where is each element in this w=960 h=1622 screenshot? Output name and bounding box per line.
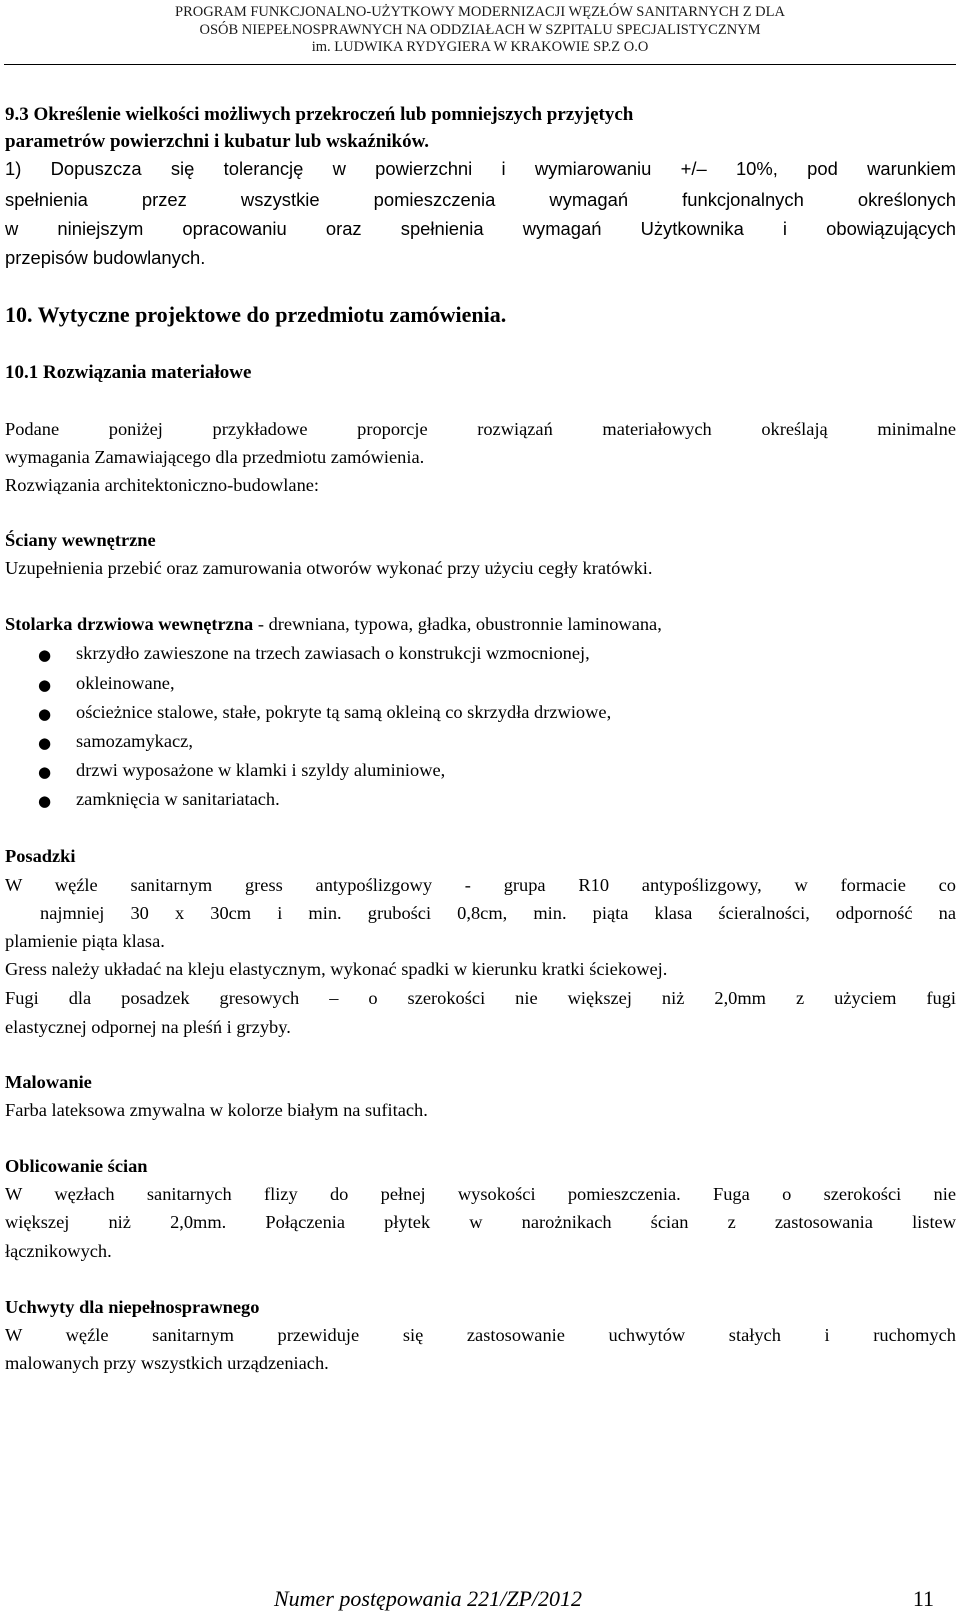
uchwyty-line-1: W węźle sanitarnym przewiduje się zastosowanie uchwytów stałych i ruchomych	[5, 1325, 956, 1345]
uchwyty-heading: Uchwyty dla niepełnosprawnego	[5, 1297, 260, 1317]
stolarka-item-2: okleinowane,	[76, 673, 175, 693]
sciany-text: Uzupełnienia przebić oraz zamurowania otworów wykonać przy użyciu cegły kratówki.	[5, 558, 653, 578]
bullet-icon: ●	[38, 734, 52, 752]
header-rule	[4, 64, 956, 65]
page-header	[0, 4, 960, 57]
bullet-icon: ●	[38, 792, 52, 810]
bullet-icon: ●	[38, 705, 52, 723]
section-9-3-para-line-2: spełnienia przez wszystkie pomieszczenia wymagań funkcjonalnych określonych	[5, 189, 956, 210]
section-10-title: 10. Wytyczne projektowe do przedmiotu zamówienia.	[5, 302, 507, 327]
section-9-3-title-line-1: 9.3 Określenie wielkości możliwych przekroczeń lub pomniejszych przyjętych	[5, 104, 634, 125]
oblicowanie-line-3: łącznikowych.	[5, 1241, 112, 1261]
stolarka-item-1: skrzydło zawieszone na trzech zawiasach o konstrukcji wzmocnionej,	[76, 643, 590, 663]
header-line-3: im. LUDWIKA RYDYGIERA W KRAKOWIE SP.Z O.O	[311, 39, 649, 55]
stolarka-item-5: drzwi wyposażone w klamki i szyldy aluminiowe,	[76, 760, 446, 780]
posadzki-line-3: plamienie piąta klasa.	[5, 931, 165, 951]
stolarka-line	[5, 614, 956, 635]
malowanie-heading: Malowanie	[5, 1072, 92, 1092]
oblicowanie-line-2: większej niż 2,0mm. Połączenia płytek w narożnikach ścian z zastosowania listew	[5, 1212, 956, 1232]
stolarka-item-3: ościeżnice stalowe, stałe, pokryte tą samą okleiną co skrzydła drzwiowe,	[76, 702, 612, 722]
stolarka-heading: Stolarka drzwiowa wewnętrzna	[5, 614, 254, 634]
posadzki-line-4: Gress należy układać na kleju elastycznym, wykonać spadki w kierunku kratki ściekowej.	[5, 959, 668, 979]
section-9-3-para-line-1: 1) Dopuszcza się tolerancję w powierzchni i wymiarowaniu +/– 10%, pod warunkiem	[5, 158, 956, 179]
malowanie-text: Farba lateksowa zmywalna w kolorze białym na sufitach.	[5, 1100, 428, 1120]
oblicowanie-heading: Oblicowanie ścian	[5, 1156, 148, 1176]
stolarka-item-4: samozamykacz,	[76, 731, 193, 751]
bullet-icon: ●	[38, 763, 52, 781]
bullet-icon: ●	[38, 676, 52, 694]
uchwyty-line-2: malowanych przy wszystkich urządzeniach.	[5, 1353, 329, 1373]
section-9-3-para-line-3: w niniejszym opracowaniu oraz spełnienia wymagań Użytkownika i obowiązujących	[5, 218, 956, 239]
section-10-1-title: 10.1 Rozwiązania materiałowe	[5, 362, 252, 383]
sciany-heading: Ściany wewnętrzne	[5, 530, 156, 550]
procedure-number: Numer postępowania 221/ZP/2012	[274, 1586, 583, 1611]
posadzki-line-5: Fugi dla posadzek gresowych – o szerokości nie większej niż 2,0mm z użyciem fugi	[5, 988, 956, 1008]
posadzki-line-2: najmniej 30 x 30cm i min. grubości 0,8cm, min. piąta klasa ścieralności, odporność na	[40, 903, 956, 923]
header-line-2: OSÓB NIEPEŁNOSPRAWNYCH NA ODDZIAŁACH W SZPITALU SPECJALISTYCZNYM	[199, 21, 761, 38]
section-9-3-title-line-2: parametrów powierzchni i kubatur lub wskaźników.	[5, 131, 430, 152]
posadzki-line-6: elastycznej odpornej na pleśń i grzyby.	[5, 1017, 291, 1037]
bullet-icon: ●	[38, 646, 52, 664]
intro-line-2: wymagania Zamawiającego dla przedmiotu zamówienia.	[5, 447, 425, 467]
intro-line-1: Podane poniżej przykładowe proporcje rozwiązań materiałowych określają minimalne	[5, 419, 956, 439]
stolarka-description: - drewniana, typowa, gładka, obustronnie laminowana,	[253, 614, 662, 634]
posadzki-line-1: W węźle sanitarnym gress antypoślizgowy - grupa R10 antypoślizgowy, w formacie co	[5, 875, 956, 895]
posadzki-heading: Posadzki	[5, 846, 76, 866]
header-line-1: PROGRAM FUNKCJONALNO-UŻYTKOWY MODERNIZACJI WĘZŁÓW SANITARNYCH Z DLA	[175, 4, 785, 20]
stolarka-item-6: zamknięcia w sanitariatach.	[76, 789, 280, 809]
page-number: 11	[912, 1586, 934, 1611]
oblicowanie-line-1: W węzłach sanitarnych flizy do pełnej wysokości pomieszczenia. Fuga o szerokości nie	[5, 1184, 956, 1204]
intro-line-3: Rozwiązania architektoniczno-budowlane:	[5, 475, 320, 495]
section-9-3-para-line-4: przepisów budowlanych.	[5, 247, 206, 268]
